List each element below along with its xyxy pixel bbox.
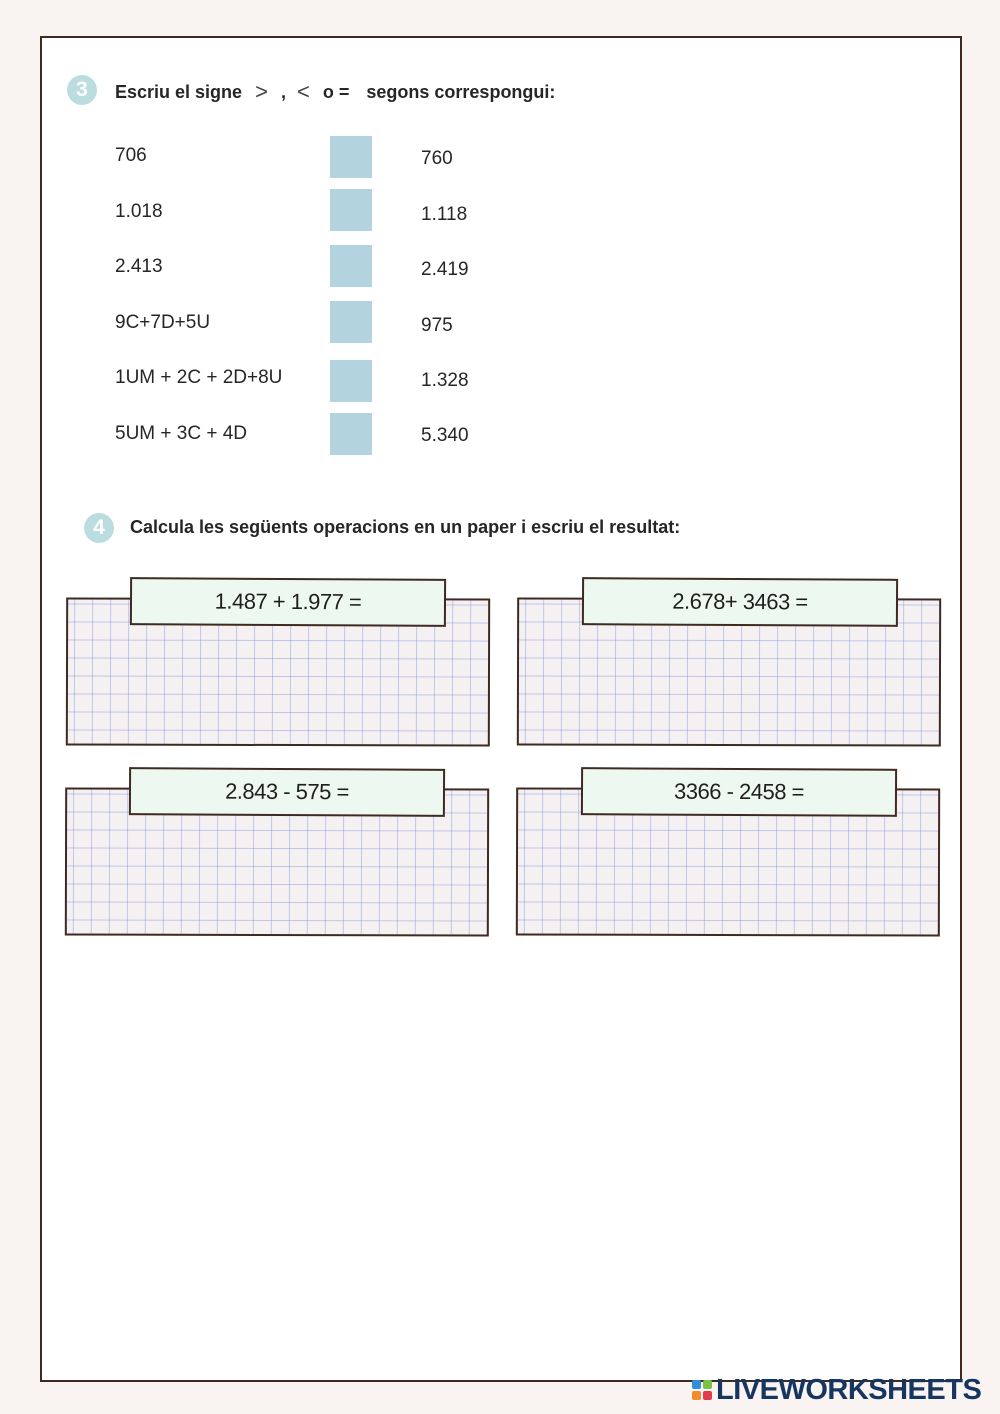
comparison-right-1: 760 [421, 148, 453, 169]
greater-than-symbol: > [255, 79, 268, 104]
comma: , [280, 82, 286, 102]
exercise-3-number-badge: 3 [67, 75, 97, 105]
answer-box-4[interactable] [330, 301, 372, 343]
brand-block [692, 1380, 701, 1389]
answer-box-3[interactable] [330, 245, 372, 287]
exercise-4-instruction: Calcula les següents operacions en un paper i escriu el resultat: [130, 517, 681, 537]
comparison-right-4: 975 [421, 315, 453, 336]
instruction-start: Escriu el signe [115, 82, 243, 102]
comparison-left-5: 1UM + 2C + 2D+8U [115, 367, 283, 388]
exercise-4-number-badge: 4 [84, 513, 114, 543]
liveworksheets-logo [692, 1374, 981, 1406]
operation-label-2: 2.678+ 3463 = [582, 577, 898, 627]
comparison-left-6: 5UM + 3C + 4D [115, 423, 247, 444]
brand-block [703, 1391, 712, 1400]
operation-label-3: 2.843 - 575 = [129, 767, 445, 817]
instruction-end: segons correspongui: [366, 82, 556, 102]
answer-box-6[interactable] [330, 413, 372, 455]
comparison-right-6: 5.340 [421, 425, 469, 446]
brand-text: LIVEWORKSHEETS [716, 1373, 982, 1406]
comparison-left-1: 706 [115, 145, 147, 166]
operation-label-4: 3366 - 2458 = [581, 767, 897, 817]
answer-box-1[interactable] [330, 136, 372, 178]
comparison-right-3: 2.419 [421, 259, 469, 280]
answer-box-5[interactable] [330, 360, 372, 402]
answer-box-2[interactable] [330, 189, 372, 231]
exercise-3-instruction [115, 79, 555, 105]
comparison-left-3: 2.413 [115, 256, 163, 277]
brand-block [703, 1380, 712, 1389]
brand-block [692, 1391, 701, 1400]
comparison-right-2: 1.118 [421, 204, 468, 225]
comparison-left-4: 9C+7D+5U [115, 312, 211, 333]
operation-label-1: 1.487 + 1.977 = [130, 577, 446, 627]
instruction-or: o = [322, 82, 350, 102]
comparison-right-5: 1.328 [421, 370, 469, 391]
brand-blocks-icon [692, 1380, 712, 1400]
comparison-left-2: 1.018 [115, 201, 163, 222]
less-than-symbol: < [296, 79, 310, 104]
